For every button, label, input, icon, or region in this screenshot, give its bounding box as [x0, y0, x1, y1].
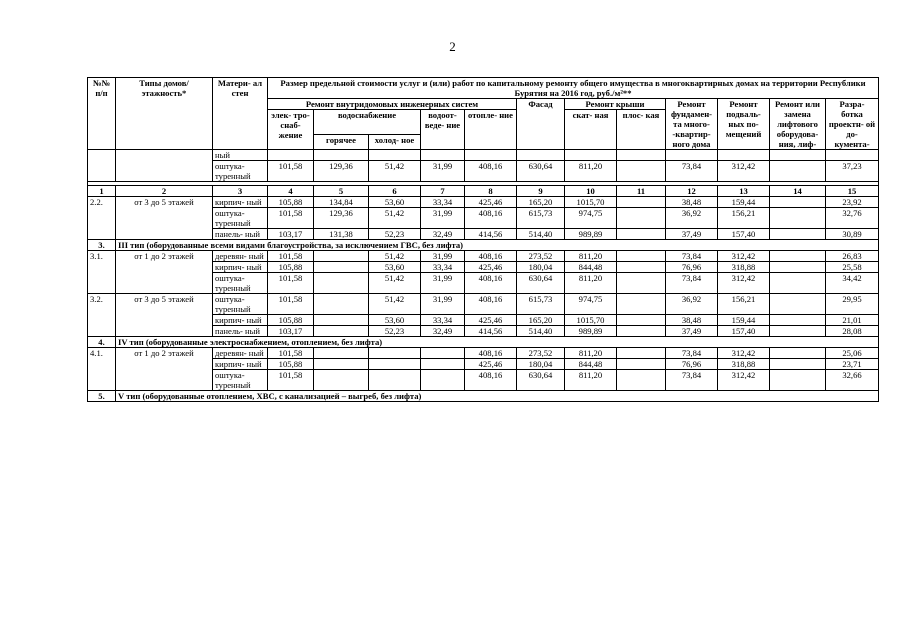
column-numbers-row — [88, 186, 879, 197]
column-number-cell: 2 — [116, 186, 213, 197]
value-cell: 514,40 — [517, 326, 565, 337]
value-cell — [369, 150, 421, 161]
value-cell — [770, 348, 826, 359]
value-cell: 37,49 — [666, 229, 718, 240]
table-body — [88, 78, 879, 402]
value-cell — [517, 150, 565, 161]
value-cell — [314, 150, 369, 161]
value-cell: 159,44 — [718, 197, 770, 208]
header-num: №№ п/п — [88, 78, 116, 150]
column-number-cell: 6 — [369, 186, 421, 197]
value-cell: 134,84 — [314, 197, 369, 208]
table-row — [88, 197, 879, 208]
value-cell: 1015,70 — [565, 315, 617, 326]
value-cell: 630,64 — [517, 273, 565, 294]
header-electro: элек- тро- снаб- жение — [268, 110, 314, 150]
value-cell — [617, 197, 666, 208]
value-cell: 273,52 — [517, 251, 565, 262]
value-cell: 615,73 — [517, 208, 565, 229]
value-cell — [770, 262, 826, 273]
value-cell: 32,49 — [421, 326, 465, 337]
value-cell: 36,92 — [666, 208, 718, 229]
value-cell: 811,20 — [565, 348, 617, 359]
value-cell: 105,88 — [268, 262, 314, 273]
value-cell: 156,21 — [718, 294, 770, 315]
group-label: от 3 до 5 этажей — [116, 294, 213, 337]
value-cell — [770, 315, 826, 326]
value-cell: 811,20 — [565, 370, 617, 391]
value-cell — [421, 348, 465, 359]
value-cell: 37,23 — [826, 161, 879, 182]
value-cell: 51,42 — [369, 208, 421, 229]
value-cell: 408,16 — [465, 294, 517, 315]
value-cell: 989,89 — [565, 326, 617, 337]
section-num: 3. — [88, 240, 116, 251]
column-number-cell: 11 — [617, 186, 666, 197]
column-number-cell: 12 — [666, 186, 718, 197]
header-flat: плос- кая — [617, 110, 666, 150]
value-cell: 31,99 — [421, 208, 465, 229]
value-cell — [314, 326, 369, 337]
value-cell — [314, 294, 369, 315]
column-number-cell: 5 — [314, 186, 369, 197]
value-cell: 51,42 — [369, 294, 421, 315]
value-cell — [314, 273, 369, 294]
value-cell — [314, 315, 369, 326]
header-design: Разра- ботка проектн- ой до- кумента- — [826, 99, 879, 150]
value-cell: 28,08 — [826, 326, 879, 337]
header-pitched: скат- ная — [565, 110, 617, 150]
value-cell: 844,48 — [565, 359, 617, 370]
value-cell: 974,75 — [565, 208, 617, 229]
column-number-cell: 7 — [421, 186, 465, 197]
value-cell — [421, 370, 465, 391]
group-label: от 3 до 5 этажей — [116, 197, 213, 240]
value-cell: 615,73 — [517, 294, 565, 315]
header-water-supply: водоснабжение — [314, 110, 421, 135]
value-cell: 34,42 — [826, 273, 879, 294]
value-cell: 31,99 — [421, 273, 465, 294]
value-cell: 33,34 — [421, 197, 465, 208]
column-number-cell: 9 — [517, 186, 565, 197]
material-cell: ный — [213, 150, 268, 161]
value-cell: 32,76 — [826, 208, 879, 229]
value-cell: 52,23 — [369, 229, 421, 240]
material-cell: кирпич- ный — [213, 315, 268, 326]
group-num: 4.1. — [88, 348, 116, 391]
value-cell: 31,99 — [421, 251, 465, 262]
value-cell — [369, 348, 421, 359]
header-heating: отопле- ние — [465, 110, 517, 150]
value-cell: 51,42 — [369, 273, 421, 294]
value-cell: 408,16 — [465, 370, 517, 391]
value-cell — [770, 197, 826, 208]
value-cell: 129,36 — [314, 208, 369, 229]
header-main-title: Размер предельной стоимости услуг и (или) работ по капитальному ремонту общего имущества в многоквартирных домах на территории Республики Бурятия на 2016 год, руб./м²** — [268, 78, 879, 99]
column-number-cell: 8 — [465, 186, 517, 197]
value-cell — [369, 370, 421, 391]
value-cell — [617, 273, 666, 294]
value-cell: 318,88 — [718, 262, 770, 273]
value-cell: 103,17 — [268, 229, 314, 240]
value-cell: 105,88 — [268, 197, 314, 208]
header-material: Матери- ал стен — [213, 78, 268, 150]
material-cell: панель- ный — [213, 326, 268, 337]
value-cell — [617, 294, 666, 315]
value-cell: 131,38 — [314, 229, 369, 240]
value-cell — [770, 273, 826, 294]
value-cell — [268, 150, 314, 161]
header-internal-systems: Ремонт внутридомовых инженерных систем — [268, 99, 517, 110]
material-cell: оштука- туренный — [213, 273, 268, 294]
value-cell: 408,16 — [465, 161, 517, 182]
value-cell: 157,40 — [718, 229, 770, 240]
value-cell: 31,99 — [421, 161, 465, 182]
material-cell: кирпич- ный — [213, 197, 268, 208]
value-cell: 23,92 — [826, 197, 879, 208]
table-row — [88, 150, 879, 161]
carry-num-cell — [88, 150, 116, 182]
value-cell: 157,40 — [718, 326, 770, 337]
value-cell: 101,58 — [268, 251, 314, 262]
material-cell: кирпич- ный — [213, 359, 268, 370]
value-cell: 425,46 — [465, 359, 517, 370]
value-cell: 73,84 — [666, 348, 718, 359]
header-roof: Ремонт крыши — [565, 99, 666, 110]
page-number: 2 — [449, 39, 456, 54]
group-label: от 1 до 2 этажей — [116, 348, 213, 391]
value-cell: 53,60 — [369, 262, 421, 273]
value-cell — [314, 359, 369, 370]
value-cell: 101,58 — [268, 208, 314, 229]
value-cell: 408,16 — [465, 273, 517, 294]
column-number-cell: 4 — [268, 186, 314, 197]
value-cell: 974,75 — [565, 294, 617, 315]
value-cell: 273,52 — [517, 348, 565, 359]
header-types: Типы домов/ этажность* — [116, 78, 213, 150]
value-cell — [617, 326, 666, 337]
value-cell: 425,46 — [465, 262, 517, 273]
column-number-cell: 1 — [88, 186, 116, 197]
group-num: 3.2. — [88, 294, 116, 337]
value-cell: 159,44 — [718, 315, 770, 326]
value-cell: 318,88 — [718, 359, 770, 370]
value-cell: 51,42 — [369, 161, 421, 182]
table-row — [88, 294, 879, 315]
value-cell: 73,84 — [666, 161, 718, 182]
value-cell: 105,88 — [268, 359, 314, 370]
value-cell — [770, 208, 826, 229]
value-cell — [770, 326, 826, 337]
value-cell: 52,23 — [369, 326, 421, 337]
header-sewage: водоот- веде- ние — [421, 110, 465, 150]
group-num: 2.2. — [88, 197, 116, 240]
section-row — [88, 337, 879, 348]
value-cell: 630,64 — [517, 370, 565, 391]
column-number-cell: 14 — [770, 186, 826, 197]
section-num: 4. — [88, 337, 116, 348]
value-cell: 630,64 — [517, 161, 565, 182]
value-cell — [770, 229, 826, 240]
value-cell: 36,92 — [666, 294, 718, 315]
value-cell — [314, 348, 369, 359]
section-num: 5. — [88, 391, 116, 402]
section-label: V тип (оборудованные отоплением, ХВС, с канализацией – выгреб, без лифта) — [116, 391, 879, 402]
material-cell: деревян- ный — [213, 348, 268, 359]
value-cell — [770, 251, 826, 262]
material-cell: оштука- туренный — [213, 370, 268, 391]
column-number-cell: 15 — [826, 186, 879, 197]
value-cell: 129,36 — [314, 161, 369, 182]
value-cell: 38,48 — [666, 197, 718, 208]
value-cell: 1015,70 — [565, 197, 617, 208]
value-cell: 844,48 — [565, 262, 617, 273]
value-cell: 156,21 — [718, 208, 770, 229]
value-cell: 165,20 — [517, 315, 565, 326]
value-cell — [565, 150, 617, 161]
value-cell: 33,34 — [421, 262, 465, 273]
value-cell: 514,40 — [517, 229, 565, 240]
value-cell — [314, 370, 369, 391]
table-row — [88, 251, 879, 262]
value-cell — [770, 161, 826, 182]
value-cell: 76,96 — [666, 359, 718, 370]
value-cell: 29,95 — [826, 294, 879, 315]
cost-table — [87, 77, 879, 402]
value-cell: 73,84 — [666, 273, 718, 294]
value-cell — [770, 359, 826, 370]
value-cell: 25,58 — [826, 262, 879, 273]
column-number-cell: 3 — [213, 186, 268, 197]
value-cell: 23,71 — [826, 359, 879, 370]
value-cell: 101,58 — [268, 294, 314, 315]
value-cell: 101,58 — [268, 348, 314, 359]
value-cell: 811,20 — [565, 251, 617, 262]
value-cell — [666, 150, 718, 161]
value-cell: 37,49 — [666, 326, 718, 337]
value-cell: 101,58 — [268, 370, 314, 391]
material-cell: оштука- туренный — [213, 208, 268, 229]
column-number-cell: 13 — [718, 186, 770, 197]
value-cell: 312,42 — [718, 161, 770, 182]
column-number-cell: 10 — [565, 186, 617, 197]
value-cell: 408,16 — [465, 208, 517, 229]
section-row — [88, 391, 879, 402]
table-row — [88, 348, 879, 359]
value-cell: 51,42 — [369, 251, 421, 262]
value-cell: 811,20 — [565, 161, 617, 182]
value-cell: 180,04 — [517, 262, 565, 273]
value-cell: 408,16 — [465, 251, 517, 262]
section-label: III тип (оборудованные всеми видами благоустройства, за исключением ГВС, без лифта) — [116, 240, 879, 251]
value-cell: 25,06 — [826, 348, 879, 359]
value-cell — [465, 150, 517, 161]
header-elevator: Ремонт или замена лифтового оборудова- ния, лиф- — [770, 99, 826, 150]
value-cell: 33,34 — [421, 315, 465, 326]
value-cell: 811,20 — [565, 273, 617, 294]
value-cell: 425,46 — [465, 315, 517, 326]
value-cell — [718, 150, 770, 161]
value-cell: 38,48 — [666, 315, 718, 326]
value-cell — [314, 262, 369, 273]
value-cell: 53,60 — [369, 315, 421, 326]
header-hot: горячее — [314, 134, 369, 150]
value-cell — [617, 150, 666, 161]
material-cell: оштука- туренный — [213, 294, 268, 315]
value-cell — [617, 348, 666, 359]
value-cell: 53,60 — [369, 197, 421, 208]
carry-type-cell — [116, 150, 213, 182]
value-cell: 21,01 — [826, 315, 879, 326]
header-cold: холод- ное — [369, 134, 421, 150]
value-cell — [770, 294, 826, 315]
value-cell: 30,89 — [826, 229, 879, 240]
header-basement: Ремонт подваль- ных по- мещений — [718, 99, 770, 150]
value-cell — [826, 150, 879, 161]
value-cell — [770, 150, 826, 161]
value-cell: 105,88 — [268, 315, 314, 326]
value-cell — [617, 359, 666, 370]
value-cell: 312,42 — [718, 273, 770, 294]
value-cell: 312,42 — [718, 251, 770, 262]
value-cell: 101,58 — [268, 273, 314, 294]
group-num: 3.1. — [88, 251, 116, 294]
value-cell: 414,56 — [465, 326, 517, 337]
value-cell: 26,83 — [826, 251, 879, 262]
value-cell — [617, 208, 666, 229]
value-cell: 32,49 — [421, 229, 465, 240]
value-cell — [369, 359, 421, 370]
value-cell: 180,04 — [517, 359, 565, 370]
value-cell — [421, 150, 465, 161]
material-cell: деревян- ный — [213, 251, 268, 262]
material-cell: панель- ный — [213, 229, 268, 240]
value-cell: 73,84 — [666, 251, 718, 262]
value-cell: 101,58 — [268, 161, 314, 182]
value-cell — [314, 251, 369, 262]
value-cell — [617, 262, 666, 273]
value-cell — [617, 229, 666, 240]
header-foundation: Ремонт фундамен- та много- -квартир- ного дома — [666, 99, 718, 150]
value-cell: 312,42 — [718, 348, 770, 359]
value-cell: 165,20 — [517, 197, 565, 208]
value-cell — [617, 251, 666, 262]
value-cell — [770, 370, 826, 391]
material-cell: кирпич- ный — [213, 262, 268, 273]
value-cell: 103,17 — [268, 326, 314, 337]
value-cell: 31,99 — [421, 294, 465, 315]
value-cell: 76,96 — [666, 262, 718, 273]
value-cell — [617, 370, 666, 391]
section-label: IV тип (оборудованные электроснабжением, отоплением, без лифта) — [116, 337, 879, 348]
value-cell: 408,16 — [465, 348, 517, 359]
value-cell — [617, 315, 666, 326]
value-cell — [421, 359, 465, 370]
value-cell: 989,89 — [565, 229, 617, 240]
value-cell — [617, 161, 666, 182]
header-facade: Фасад — [517, 99, 565, 150]
header-row-1 — [88, 78, 879, 99]
value-cell: 73,84 — [666, 370, 718, 391]
group-label: от 1 до 2 этажей — [116, 251, 213, 294]
value-cell: 425,46 — [465, 197, 517, 208]
value-cell: 312,42 — [718, 370, 770, 391]
value-cell: 32,66 — [826, 370, 879, 391]
section-row — [88, 240, 879, 251]
material-cell: оштука- туренный — [213, 161, 268, 182]
value-cell: 414,56 — [465, 229, 517, 240]
